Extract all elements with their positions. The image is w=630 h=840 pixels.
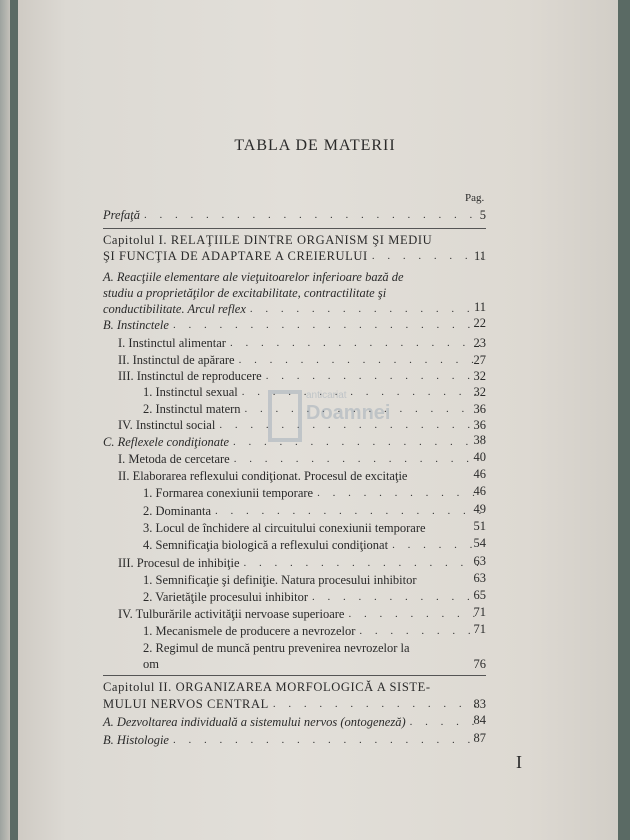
toc-entry-line2: om (143, 657, 159, 671)
toc-entry: IV. Instinctul social . . . (118, 418, 486, 433)
toc-entry: III. Instinctul de reproducere . . . (118, 369, 486, 384)
toc-entry: 4. Semnificaţia biologică a reflexului condiţionat . . . (143, 538, 486, 553)
chapter-2-title-line1: Capitolul II. ORGANIZAREA MORFOLOGICĂ A SISTE- (103, 680, 431, 694)
toc-entry: A. Dezvoltarea individuală a sistemului nervos (ontogeneză) . . . (103, 715, 486, 730)
page-column-label: Pag. (465, 192, 485, 204)
toc-entry: 3. Locul de închidere al circuitului conexiunii temporare (143, 521, 426, 535)
divider (103, 228, 486, 229)
page-marker: I (516, 752, 522, 772)
toc-entry: III. Procesul de inhibiţie . . . (118, 556, 486, 571)
toc-entry: 1. Mecanismele de producere a nevrozelor . . . (143, 624, 486, 639)
watermark-logo: anticariat Doamnei (262, 388, 382, 448)
toc-entry: 2. Varietăţile procesului inhibitor . . . (143, 590, 486, 605)
toc-entry: IV. Tulburările activităţii nervoase superioare . . . (118, 607, 486, 622)
entry-a-line1: A. Reacţiile elementare ale vieţuitoarelor inferioare bază de (103, 270, 404, 284)
toc-entry: 1. Semnificaţie şi definiţie. Natura procesului inhibitor (143, 573, 417, 587)
entry-title: ŞI FUNCŢIA DE ADAPTARE A CREIERULUI (103, 249, 368, 263)
toc-entry-c-reflexele: C. Reflexele condiţionate . . . (103, 435, 486, 450)
toc-entry-a (103, 302, 486, 317)
toc-entry-b-instinctele (103, 318, 486, 333)
toc-entry: I. Metoda de cercetare . . . (118, 452, 486, 467)
entry-a-line2: studiu a proprietăţilor de excitabilitate, contractilitate şi (103, 286, 387, 300)
toc-entry-prefata (103, 208, 486, 223)
toc-entry: 1. Instinctul sexual . . . (143, 385, 486, 400)
toc-entry-line1: 2. Regimul de muncă pentru prevenirea nevrozelor la (143, 641, 410, 655)
entry-title: B. Instinctele (103, 318, 169, 332)
toc-entry: II. Instinctul de apărare . . . (118, 353, 486, 368)
entry-title: conductibilitate. Arcul reflex (103, 302, 246, 316)
chapter-1-title-line1: Capitolul I. RELAŢIILE DINTRE ORGANISM ŞI MEDIU (103, 233, 433, 247)
entry-title: Prefaţă (103, 208, 141, 222)
toc-entry-chapter-1 (103, 249, 486, 264)
toc-entry: B. Histologie . . . (103, 733, 486, 748)
page-edge (0, 0, 10, 840)
toc-entry: 1. Formarea conexiunii temporare . . . (143, 486, 486, 501)
toc-entry: 2. Instinctul matern . . . (143, 402, 486, 417)
toc-entry-chapter-2: MULUI NERVOS CENTRAL . . . (103, 697, 486, 712)
toc-heading: TABLA DE MATERII (234, 137, 396, 154)
toc-entry: I. Instinctul alimentar . . . (118, 336, 486, 351)
divider (103, 675, 486, 676)
toc-entry: II. Elaborarea reflexului condiţionat. Procesul de excitaţie (118, 469, 408, 483)
toc-entry: 2. Dominanta . . . (143, 504, 486, 519)
